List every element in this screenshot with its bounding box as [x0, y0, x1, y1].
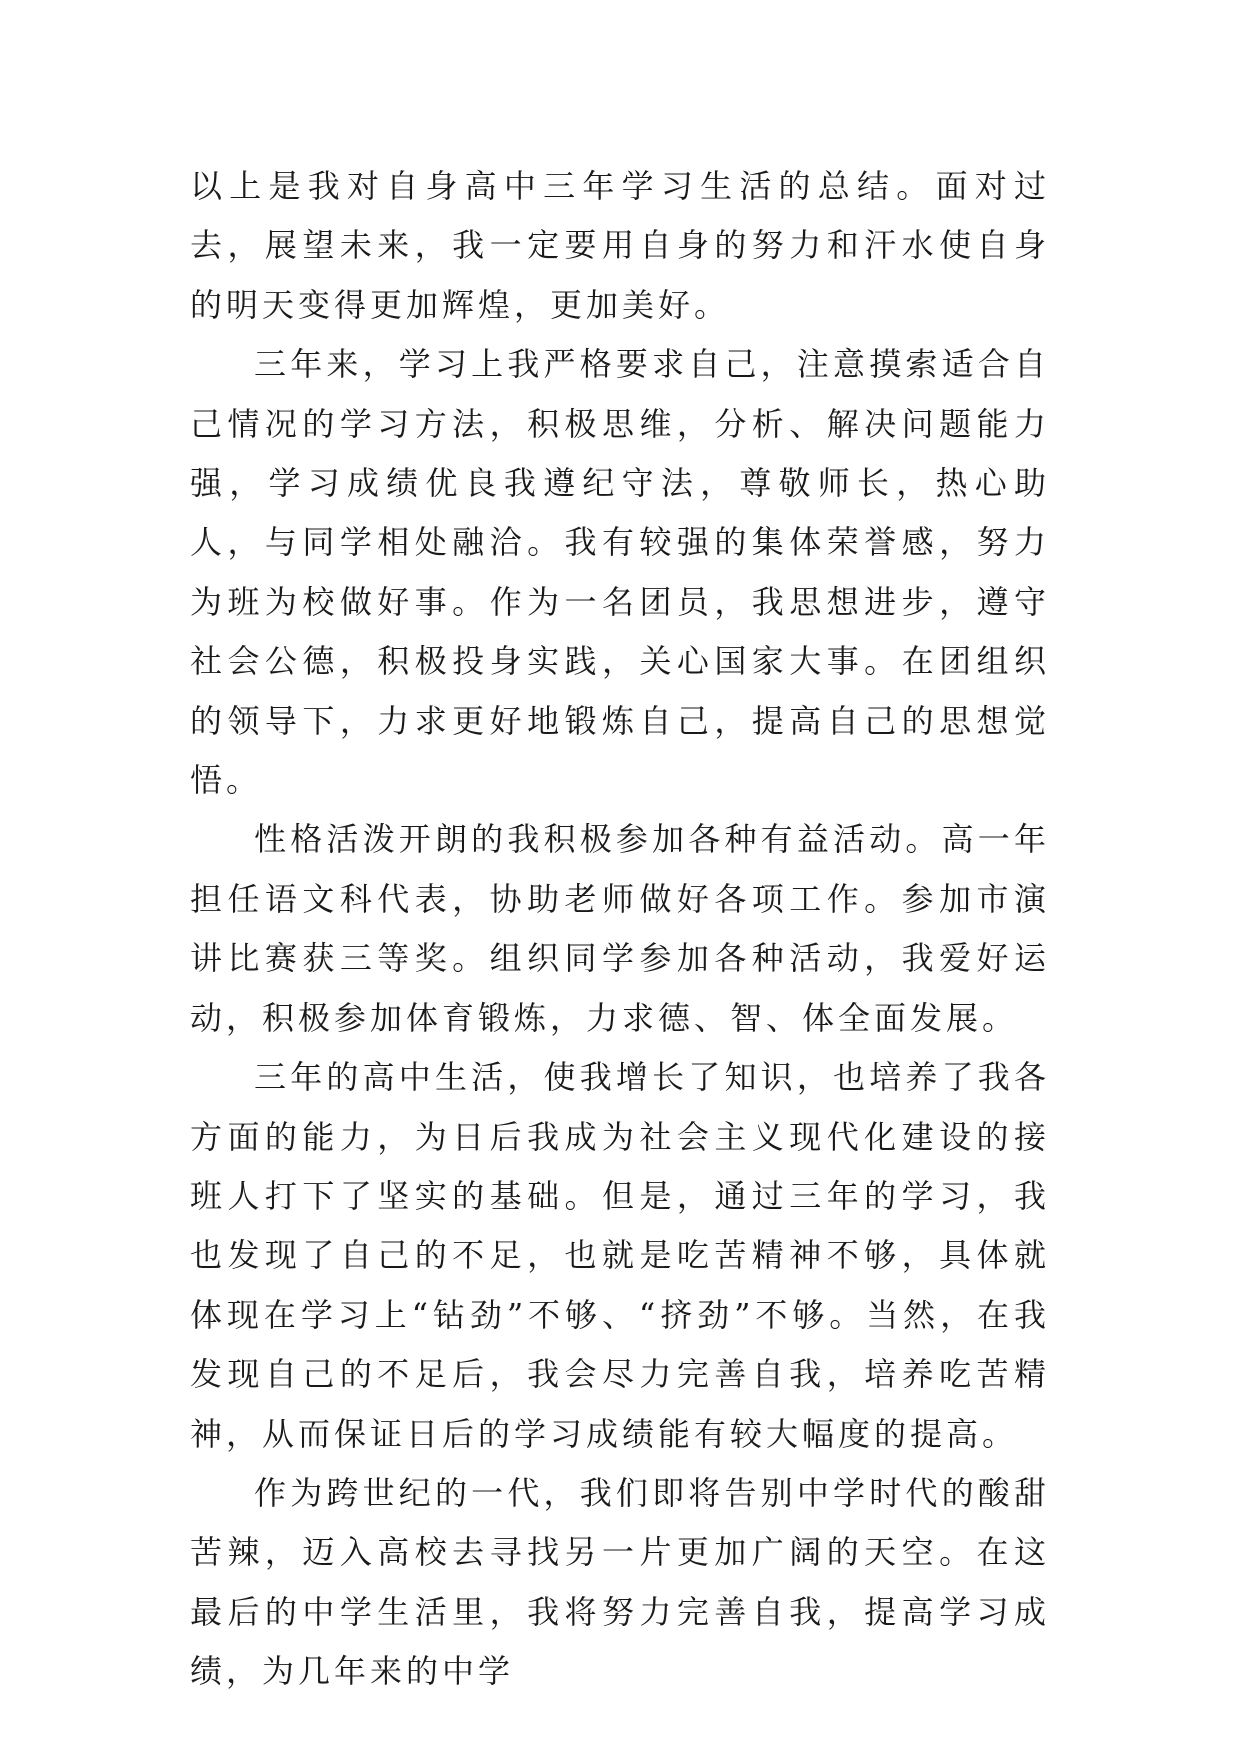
paragraph-self-reflection: 三年的高中生活，使我增长了知识，也培养了我各方面的能力，为日后我成为社会主义现代化建设的接班人打下了坚实的基础。但是，通过三年的学习，我也发现了自己的不足，也就是吃苦精神不够，具体就体现在学习上“钻劲”不够、“挤劲”不够。当然，在我发现自己的不足后，我会尽力完善自我，培养吃苦精神，从而保证日后的学习成绩能有较大幅度的提高。 [190, 1058, 1050, 1453]
paragraph-activities: 性格活泼开朗的我积极参加各种有益活动。高一年担任语文科代表，协助老师做好各项工作。参加市演讲比赛获三等奖。组织同学参加各种活动，我爱好运动，积极参加体育锻炼，力求德、智、体全面发展。 [190, 820, 1050, 1037]
paragraph-future: 作为跨世纪的一代，我们即将告别中学时代的酸甜苦辣，迈入高校去寻找另一片更加广阔的天空。在这最后的中学生活里，我将努力完善自我，提高学习成绩，为几年来的中学 [190, 1473, 1050, 1691]
document-body [190, 157, 1050, 1702]
paragraph-summary: 以上是我对自身高中三年学习生活的总结。面对过去，展望未来，我一定要用自身的努力和汗水使自身的明天变得更加辉煌，更加美好。 [190, 167, 1050, 324]
paragraph-study-conduct: 三年来，学习上我严格要求自己，注意摸索适合自己情况的学习方法，积极思维，分析、解决问题能力强，学习成绩优良我遵纪守法，尊敬师长，热心助人，与同学相处融洽。我有较强的集体荣誉感，努力为班为校做好事。作为一名团员，我思想进步，遵守社会公德，积极投身实践，关心国家大事。在团组织的领导下，力求更好地锻炼自己，提高自己的思想觉悟。 [190, 345, 1050, 800]
